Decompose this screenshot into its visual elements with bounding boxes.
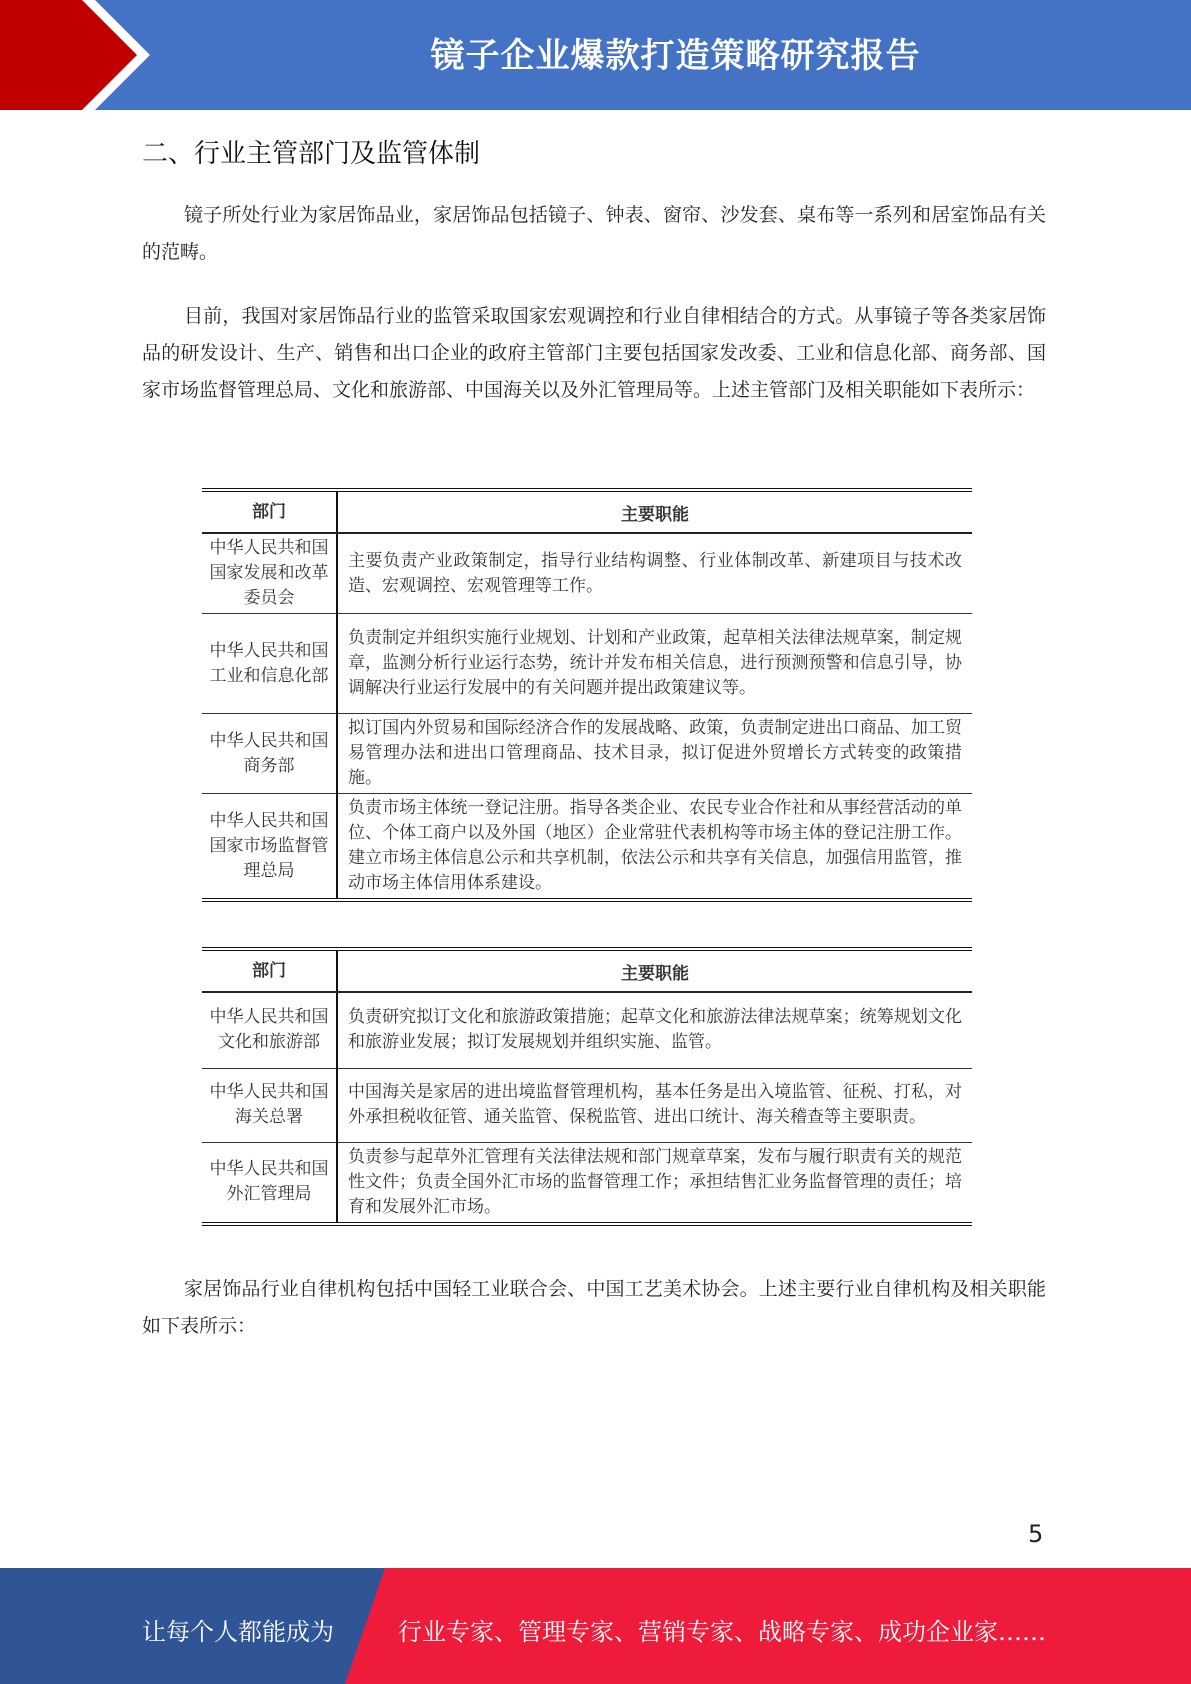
header-dept: 部门 xyxy=(202,949,337,992)
table-row xyxy=(202,714,972,794)
table-row xyxy=(202,533,972,614)
func-cell: 主要负责产业政策制定，指导行业结构调整、行业体制改革、新建项目与技术改造、宏观调控、宏观管理等工作。 xyxy=(337,533,972,614)
page-footer xyxy=(0,1568,1191,1684)
paragraph-3: 家居饰品行业自律机构包括中国轻工业联合会、中国工艺美术协会。上述主要行业自律机构及相关职能如下表所示： xyxy=(142,1278,1046,1337)
page-header xyxy=(0,0,1191,110)
footer-slogan-right: 行业专家、管理专家、营销专家、战略专家、成功企业家…… xyxy=(398,1618,1046,1646)
dept-cell: 中华人民共和国商务部 xyxy=(202,714,337,794)
dept-cell: 中华人民共和国外汇管理局 xyxy=(202,1142,337,1224)
header-dept: 部门 xyxy=(202,490,337,533)
page-number: 5 xyxy=(1028,1520,1044,1548)
dept-cell: 中华人民共和国国家发展和改革委员会 xyxy=(202,533,337,614)
func-cell: 负责参与起草外汇管理有关法律法规和部门规章草案，发布与履行职责有关的规范性文件；负责全国外汇市场的监督管理工作；承担结售汇业务监督管理的责任；培育和发展外汇市场。 xyxy=(337,1142,972,1224)
table-header-row xyxy=(202,949,972,992)
table-row xyxy=(202,614,972,714)
func-cell: 中国海关是家居的进出境监督管理机构，基本任务是出入境监管、征税、打私，对外承担税收征管、通关监管、保税监管、进出口统计、海关稽查等主要职责。 xyxy=(337,1068,972,1142)
paragraph-1: 镜子所处行业为家居饰品业，家居饰品包括镜子、钟表、窗帘、沙发套、桌布等一系列和居室饰品有关的范畴。 xyxy=(142,204,1046,263)
paragraph-2: 目前，我国对家居饰品行业的监管采取国家宏观调控和行业自律相结合的方式。从事镜子等各类家居饰品的研发设计、生产、销售和出口企业的政府主管部门主要包括国家发改委、工业和信息化部、商务部、国家市场监督管理总局、文化和旅游部、中国海关以及外汇管理局等。上述主管部门及相关职能如下表所示： xyxy=(142,305,1046,401)
func-cell: 拟订国内外贸易和国际经济合作的发展战略、政策，负责制定进出口商品、加工贸易管理办法和进出口管理商品、技术目录，拟订促进外贸增长方式转变的政策措施。 xyxy=(337,714,972,794)
func-cell: 负责研究拟订文化和旅游政策措施；起草文化和旅游法律法规草案；统筹规划文化和旅游业发展；拟订发展规划并组织实施、监管。 xyxy=(337,992,972,1068)
footer-slogan-left: 让每个人都能成为 xyxy=(142,1618,334,1646)
dept-cell: 中华人民共和国海关总署 xyxy=(202,1068,337,1142)
table-row xyxy=(202,1142,972,1224)
dept-cell: 中华人民共和国文化和旅游部 xyxy=(202,992,337,1068)
func-cell: 负责市场主体统一登记注册。指导各类企业、农民专业合作社和从事经营活动的单位、个体工商户以及外国（地区）企业常驻代表机构等市场主体的登记注册工作。建立市场主体信息公示和共享机制，依法公示和共享有关信息，加强信用监管，推动市场主体信用体系建设。 xyxy=(337,794,972,901)
table-header-row xyxy=(202,490,972,533)
table-row xyxy=(202,1068,972,1142)
header-func: 主要职能 xyxy=(337,949,972,992)
table-row xyxy=(202,992,972,1068)
dept-cell: 中华人民共和国国家市场监督管理总局 xyxy=(202,794,337,901)
authorities-table-1 xyxy=(202,488,972,902)
header-func: 主要职能 xyxy=(337,490,972,533)
section-title: 二、行业主管部门及监管体制 xyxy=(142,139,481,169)
authorities-table-2 xyxy=(202,947,972,1226)
dept-cell: 中华人民共和国工业和信息化部 xyxy=(202,614,337,714)
report-title: 镜子企业爆款打造策略研究报告 xyxy=(430,36,921,76)
table-row xyxy=(202,794,972,901)
func-cell: 负责制定并组织实施行业规划、计划和产业政策，起草相关法律法规草案，制定规章，监测分析行业运行态势，统计并发布相关信息，进行预测预警和信息引导，协调解决行业运行发展中的有关问题并提出政策建议等。 xyxy=(337,614,972,714)
